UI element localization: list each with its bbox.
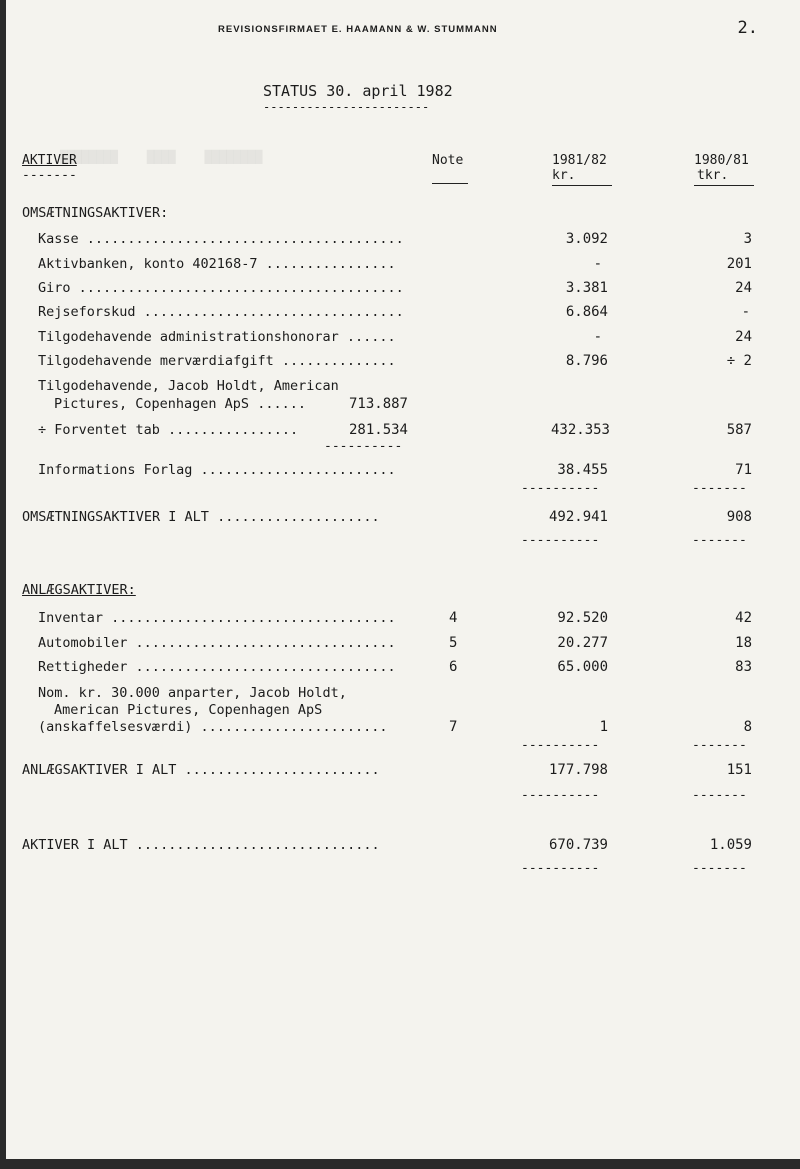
receivable-value-1981: 432.353 — [550, 422, 610, 438]
col-1981-unit: kr. — [552, 168, 576, 183]
row-value-1980: 83 — [735, 659, 752, 675]
row-label: Inventar ................................... — [38, 610, 396, 626]
row-label: Tilgodehavende administrationshonorar ...... — [38, 329, 396, 345]
row-value-1981: 65.000 — [557, 659, 608, 675]
col-1981-year: 1981/82 — [552, 153, 607, 168]
row-value-1981: 3.381 — [565, 280, 608, 296]
grand-total-1981: 670.739 — [548, 837, 608, 853]
firm-name: REVISIONSFIRMAET E. HAAMANN & W. STUMMANN — [218, 24, 498, 35]
current-assets-heading: OMSÆTNINGSAKTIVER: — [22, 205, 169, 221]
receivable-value-1980: 587 — [726, 422, 752, 438]
receivable-line-3: ÷ Forventet tab ................ — [38, 422, 299, 438]
fixed-assets-total-label: ANLÆGSAKTIVER I ALT ........................ — [22, 762, 380, 778]
row-value-1981: 3.092 — [565, 231, 608, 247]
shares-line-1: Nom. kr. 30.000 anparter, Jacob Holdt, — [38, 685, 347, 701]
row-label: Rettigheder ................................ — [38, 659, 396, 675]
dashes-1981: ---------- — [521, 533, 600, 548]
row-note: 4 — [449, 610, 458, 626]
grand-total-label: AKTIVER I ALT .............................. — [22, 837, 380, 853]
dashes-1981: ---------- — [521, 738, 600, 753]
page-bottom-edge — [0, 1159, 800, 1169]
forlag-label: Informations Forlag ........................ — [38, 462, 396, 478]
fixed-assets-heading: ANLÆGSAKTIVER: — [22, 582, 136, 598]
forlag-value-1980: 71 — [735, 462, 752, 478]
note-column-header: Note — [432, 153, 464, 168]
row-label: Kasse ....................................... — [38, 231, 404, 247]
section-heading-aktiver: AKTIVER — [22, 153, 77, 168]
dashes-1981: ---------- — [521, 861, 600, 876]
row-label: Giro ........................................ — [38, 280, 404, 296]
row-value-1981: - — [593, 329, 602, 345]
page-number: 2. — [737, 18, 758, 38]
receivable-line-1: Tilgodehavende, Jacob Holdt, American — [38, 378, 339, 394]
col-1981-rule — [552, 185, 612, 186]
receivable-line-2: Pictures, Copenhagen ApS ...... — [54, 396, 306, 412]
row-label: Rejseforskud ................................ — [38, 304, 404, 320]
row-value-1980: 24 — [735, 280, 752, 296]
row-label: Automobiler ................................ — [38, 635, 396, 651]
dashes-1980: ------- — [692, 738, 747, 753]
shares-note: 7 — [449, 719, 458, 735]
row-value-1980: 24 — [735, 329, 752, 345]
row-value-1980: ÷ 2 — [726, 353, 752, 369]
row-note: 5 — [449, 635, 458, 651]
row-value-1981: 92.520 — [557, 610, 608, 626]
current-assets-total-1981: 492.941 — [548, 509, 608, 525]
row-value-1981: 20.277 — [557, 635, 608, 651]
page-title: STATUS 30. april 1982 — [263, 82, 453, 100]
grand-total-1980: 1.059 — [709, 837, 752, 853]
row-value-1980: 201 — [726, 256, 752, 272]
dashes-1981: ---------- — [521, 788, 600, 803]
row-note: 6 — [449, 659, 458, 675]
shares-value-1981: 1 — [599, 719, 608, 735]
fixed-assets-total-1981: 177.798 — [548, 762, 608, 778]
row-value-1981: 6.864 — [565, 304, 608, 320]
dashes-1981: ---------- — [521, 481, 600, 496]
row-value-1980: 18 — [735, 635, 752, 651]
shares-line-2: American Pictures, Copenhagen ApS — [54, 702, 323, 718]
title-underline: ----------------------- — [263, 100, 430, 114]
dashes-1980: ------- — [692, 481, 747, 496]
page-edge — [0, 0, 6, 1169]
shares-value-1980: 8 — [743, 719, 752, 735]
receivable-gross-amount: 713.887 — [348, 396, 408, 412]
dashes-1980: ------- — [692, 533, 747, 548]
row-value-1980: 3 — [743, 231, 752, 247]
forlag-value-1981: 38.455 — [557, 462, 608, 478]
section-heading-underline: ------- — [22, 168, 77, 183]
bleed-through: ████████ ████ ████████ — [60, 150, 263, 164]
row-label: Aktivbanken, konto 402168-7 ................ — [38, 256, 396, 272]
current-assets-total-label: OMSÆTNINGSAKTIVER I ALT .................... — [22, 509, 380, 525]
row-value-1980: - — [741, 304, 750, 320]
row-value-1980: 42 — [735, 610, 752, 626]
row-value-1981: 8.796 — [565, 353, 608, 369]
expected-loss-amount: 281.534 — [348, 422, 408, 438]
dashes-1980: ------- — [692, 788, 747, 803]
col-1980-rule — [694, 185, 754, 186]
current-assets-total-1980: 908 — [726, 509, 752, 525]
shares-line-3: (anskaffelsesværdi) ....................... — [38, 719, 388, 735]
subtotal-dashes: ---------- — [324, 439, 403, 454]
col-1980-year: 1980/81 — [694, 153, 749, 168]
row-label: Tilgodehavende merværdiafgift .............. — [38, 353, 396, 369]
dashes-1980: ------- — [692, 861, 747, 876]
fixed-assets-total-1980: 151 — [726, 762, 752, 778]
note-header-rule — [432, 183, 468, 184]
col-1980-unit: tkr. — [697, 168, 729, 183]
row-value-1981: - — [593, 256, 602, 272]
